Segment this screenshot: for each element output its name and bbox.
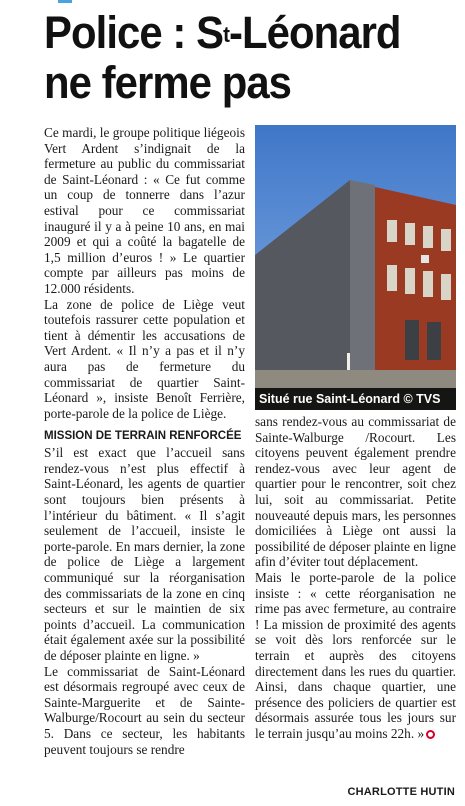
paragraph-closing-quote [255, 570, 456, 742]
subheading: MISSION DE TERRAIN RENFORCÉE [44, 430, 242, 443]
paragraph-police-response: La zone de police de Liège veut toutefois rassurer cette population et tient à démentir les accusations de Vert Ardent. « Il n’y a pas et il n’y aura pas de fermeture du commissariat de quartier Saint-Léonard », insiste Benoît Ferrière, porte-parole de la police de Liège. [44, 296, 245, 421]
paragraph-closing-quote-text: Mais le porte-parole de la police insiste : « cette réorganisation ne rime pas avec fermeture, au contraire ! La mission de proximité des agents se voit dès lors renforcée sur le terrain et auprès des citoyens directement dans les rues du quartier. Ainsi, dans chaque quartier, une présence des policiers de quartier est désormais assurée tous les jours sur le terrain jusqu’au moins 22h. » [255, 569, 456, 741]
headline-superscript: t [223, 22, 229, 47]
article-column-left [44, 125, 245, 757]
end-of-article-icon [426, 730, 435, 739]
police-station-photo [255, 125, 456, 410]
headline [44, 8, 430, 108]
photo-caption: Situé rue Saint-Léonard © TVS [255, 388, 456, 410]
byline: CHARLOTTE HUTIN [347, 786, 455, 798]
paragraph-reception: S’il est exact que l’accueil sans rendez-vous n’est plus effectif à Saint-Léonard, les agents de quartier sont toujours bien présents à l’intérieur du bâtiment. « Il s’agit seulement de l’accueil, insiste le porte-parole. En mars dernier, la zone de police de Liège a largement communiqué sur la réorganisation des commissariats de la zone en cinq secteurs et sur le maintien de six points d’accueil. La communication était également axée sur la possibilité de déposer plainte en ligne. » [44, 445, 245, 663]
headline-line-1-suffix: -Léonard [228, 7, 401, 58]
headline-line-2: ne ferme pas [44, 57, 292, 108]
article-column-right [255, 414, 456, 741]
section-color-tab [58, 0, 72, 3]
paragraph-sector-continued: sans rendez-vous au commissariat de Sainte-Walburge /Rocourt. Les citoyens peuvent également prendre rendez-vous avec leur agent de quartier pour le rencontrer, soit chez lui, soit au commissariat. Petite nouveauté depuis mars, les personnes domiciliées à Liège ont aussi la possibilité de déposer plainte en ligne afin d’éviter tout déplacement. [255, 414, 456, 570]
building-illustration [255, 125, 456, 410]
headline-line-1-prefix: Police : S [44, 7, 224, 58]
headline-line-1 [44, 8, 430, 58]
paragraph-intro: Ce mardi, le groupe politique liégeois Vert Ardent s’indignait de la fermeture au public du commissariat de Saint-Léonard : « Ce fut comme un coup de tonnerre dans l’azur estival pour ce commissariat inauguré il y a à peine 10 ans, en mai 2009 et qui a coûté la bagatelle de 1,5 million d’euros ! » Le quartier compte par ailleurs pas moins de 12.000 résidents. [44, 125, 245, 296]
paragraph-sector-start: Le commissariat de Saint-Léonard est désormais regroupé avec ceux de Sainte-Marguerite et de Sainte-Walburge/Rocourt au sein du secteur 5. Dans ce secteur, les habitants peuvent toujours se rendre [44, 663, 245, 757]
